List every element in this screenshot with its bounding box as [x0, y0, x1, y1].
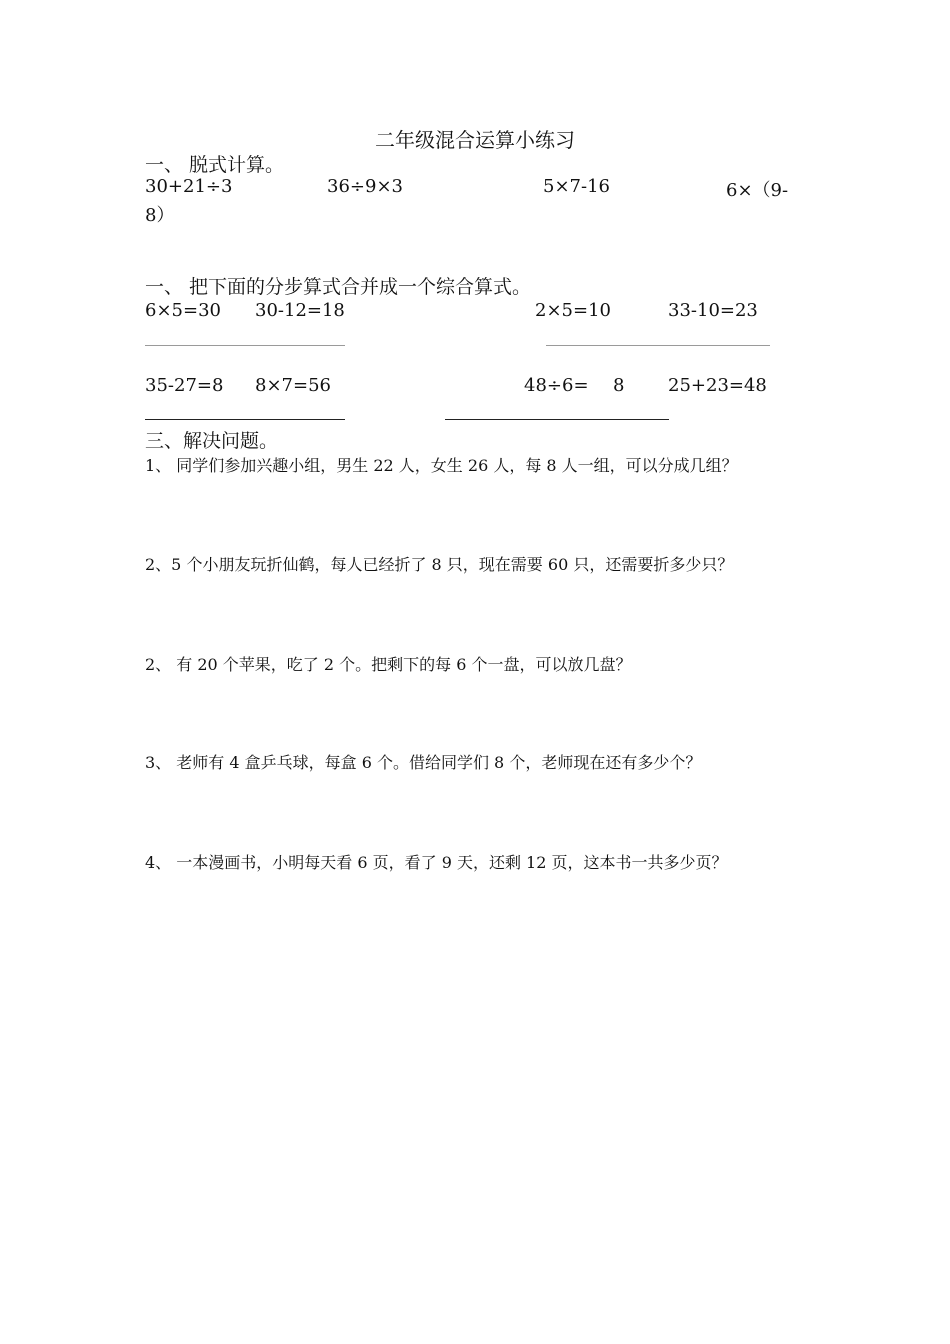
expression-4: 6×（9- — [726, 180, 789, 201]
expression-1: 30+21÷3 — [145, 176, 233, 197]
expression-2: 36÷9×3 — [327, 176, 403, 197]
answer-line — [546, 345, 770, 346]
word-problem: 4、 一本漫画书，小明每天看 6 页，看了 9 天，还剩 12 页，这本书一共多少页？ — [145, 853, 728, 872]
step-expression: 35-27=8 — [145, 375, 224, 396]
answer-line — [145, 419, 345, 420]
expression-4-continued: 8） — [145, 205, 175, 226]
section-2-heading: 一、 把下面的分步算式合并成一个综合算式。 — [145, 276, 532, 298]
page-title: 二年级混合运算小练习 — [375, 128, 575, 152]
word-problem: 2、5 个小朋友玩折仙鹤，每人已经折了 8 只，现在需要 60 只，还需要折多少只？ — [145, 555, 734, 574]
step-expression: 33-10=23 — [668, 300, 758, 321]
step-expression: 6×5=30 — [145, 300, 221, 321]
step-expression: 48÷6= — [524, 375, 589, 396]
section-1-heading: 一、 脱式计算。 — [145, 154, 285, 176]
step-expression: 30-12=18 — [255, 300, 345, 321]
expression-3: 5×7-16 — [543, 176, 610, 197]
word-problem: 2、 有 20 个苹果，吃了 2 个。把剩下的每 6 个一盘，可以放几盘？ — [145, 655, 632, 674]
word-problem: 1、 同学们参加兴趣小组，男生 22 人，女生 26 人，每 8 人一组，可以分成几组？ — [145, 456, 738, 475]
step-expression-result: 8 — [613, 375, 625, 396]
step-expression: 2×5=10 — [535, 300, 611, 321]
section-3-heading: 三、解决问题。 — [145, 430, 279, 452]
step-expression: 25+23=48 — [668, 375, 767, 396]
answer-line — [445, 419, 669, 420]
word-problem: 3、 老师有 4 盒乒乓球，每盒 6 个。借给同学们 8 个，老师现在还有多少个？ — [145, 753, 702, 772]
step-expression: 8×7=56 — [255, 375, 331, 396]
answer-line — [145, 345, 345, 346]
